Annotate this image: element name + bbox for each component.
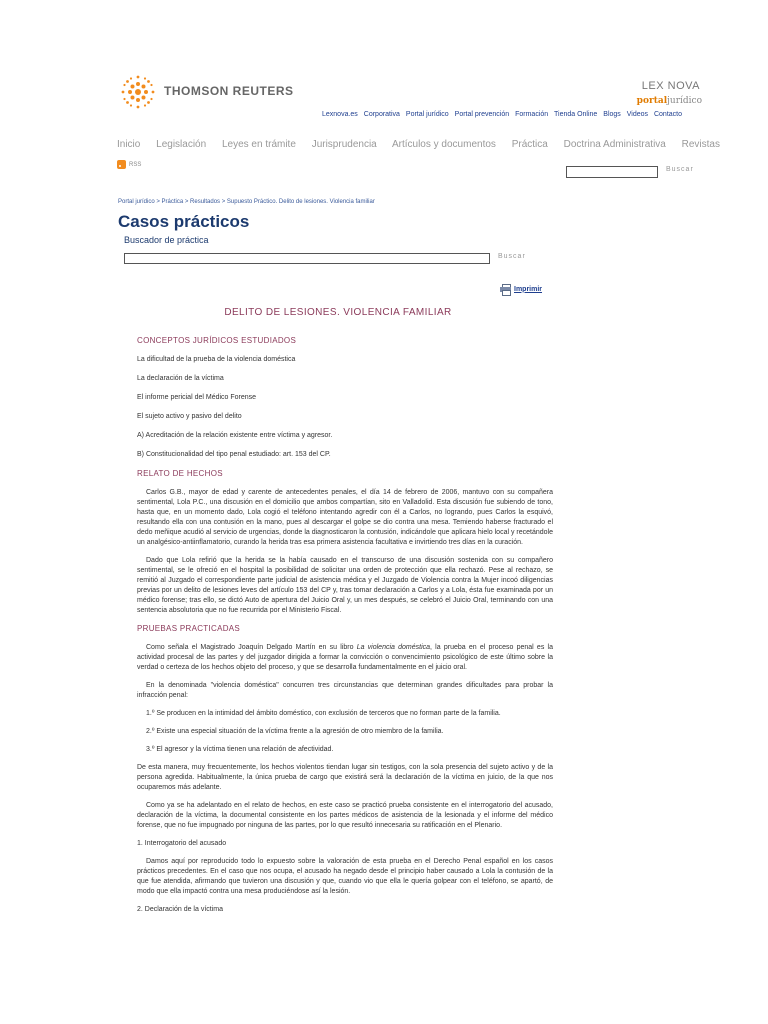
top-link-blogs[interactable]: Blogs — [603, 111, 621, 118]
rss-link[interactable] — [117, 160, 141, 169]
nav-jurisprudencia[interactable]: Jurisprudencia — [311, 139, 377, 150]
concept-item: A) Acreditación de la relación existente entre víctima y agresor. — [137, 432, 333, 439]
pruebas-paragraph: 3.º El agresor y la víctima tienen una relación de afectividad. — [146, 746, 334, 753]
thomson-reuters-logo-icon — [118, 72, 158, 112]
portal-brand-part2: jurídico — [667, 96, 702, 106]
rss-icon — [117, 160, 126, 169]
page-subtitle: Buscador de práctica — [124, 235, 209, 245]
pruebas-paragraph — [137, 643, 553, 673]
nav-legislacion[interactable]: Legislación — [156, 139, 207, 150]
breadcrumb[interactable]: Portal jurídico > Práctica > Resultados > Supuesto Práctico. Delito de lesiones. Violencia familiar — [118, 199, 375, 205]
concept-item: La dificultad de la prueba de la violencia doméstica — [137, 356, 296, 363]
book-title: La violencia doméstica — [356, 644, 431, 651]
print-label: Imprimir — [514, 285, 543, 293]
nav-doctrina[interactable]: Doctrina Administrativa — [563, 139, 666, 150]
pruebas-paragraph: Damos aquí por reproducido todo lo expuesto sobre la valoración de esta prueba en el Derecho Penal español en los casos prácticos precedentes. En el caso que nos ocupa, el acusado ha negado desde el principio haber causado a Lola la contusión de la que fue atendida, afirmando que tuvieron una discusión y que, cuando vio que ella le quería golpear con el teléfono, se apartó, de modo que ella impactó contra una mesa produciéndose así la lesión. — [137, 858, 553, 895]
lex-nova-logo[interactable]: LEX NOVA — [641, 80, 700, 92]
top-link-corporativa[interactable]: Corporativa — [363, 111, 400, 118]
printer-icon — [500, 284, 511, 294]
top-link-portal-prevencion[interactable]: Portal prevención — [454, 111, 510, 118]
print-link[interactable] — [500, 284, 542, 294]
concept-item: El informe pericial del Médico Forense — [137, 394, 257, 401]
document-body — [137, 336, 553, 923]
practice-search-button[interactable]: Buscar — [498, 253, 526, 260]
relato-paragraph: Carlos G.B., mayor de edad y carente de antecedentes penales, el día 14 de febrero de 2006, mantuvo con su compañera sentimental, Lola P.C., una discusión en el domicilio que ambos compartían, sito en Valladolid. Esta discusión fue subiendo de tono, hasta que, en un momento dado, Lola cogió el teléfono intentando agredir con él a Carlos, no logrando, pues Carlos la esquivó, resultando ella con una contusión en la mano, pues al descargar el golpe se dio contra una mesa. Temiendo haberse fracturado el dedo meñique acudió al servicio de urgencias, donde la diagnosticaron la contusión, indicándole que aplicara hielo local y recetándole un analgésico-antiinflamatorio, curando la herida tras esa primera asistencia facultativa e invirtiendo tres días en la curación. — [137, 489, 553, 546]
subheading-declaracion: 2. Declaración de la víctima — [137, 906, 223, 913]
pruebas-paragraph: 2.º Existe una especial situación de la víctima frente a la agresión de otro miembro de la familia. — [146, 728, 444, 735]
top-links — [322, 111, 686, 118]
concept-item: B) Constitucionalidad del tipo penal estudiado: art. 153 del CP. — [137, 451, 331, 458]
portal-juridico-logo[interactable] — [637, 96, 702, 106]
pruebas-paragraph: De esta manera, muy frecuentemente, los hechos violentos tiendan lugar sin testigos, con la sola presencia del sujeto activo y de la persona agredida. Habitualmente, la única prueba de cargo que existirá será la declaración de la víctima en juicio, de la que nos ocuparemos más adelante. — [137, 764, 553, 791]
nav-leyes-en-tramite[interactable]: Leyes en trámite — [221, 139, 296, 150]
nav-inicio[interactable]: Inicio — [117, 139, 141, 150]
main-nav — [117, 139, 733, 150]
top-link-contacto[interactable]: Contacto — [653, 111, 683, 118]
pruebas-paragraph: En la denominada "violencia doméstica" concurren tres circunstancias que determinan grandes dificultades para probar la infracción penal: — [137, 682, 553, 699]
section-heading-conceptos: CONCEPTOS JURÍDICOS ESTUDIADOS — [137, 336, 297, 345]
concept-item: La declaración de la víctima — [137, 375, 224, 382]
subheading-interrogatorio: 1. Interrogatorio del acusado — [137, 840, 227, 847]
top-link-tienda-online[interactable]: Tienda Online — [554, 111, 598, 118]
concept-item: El sujeto activo y pasivo del delito — [137, 413, 242, 420]
top-link-lexnova[interactable]: Lexnova.es — [322, 111, 358, 118]
top-link-formacion[interactable]: Formación — [515, 111, 549, 118]
top-link-portal-juridico[interactable]: Portal jurídico — [405, 111, 449, 118]
pruebas-p1-after: , la prueba en el proceso penal es la actividad procesal de las partes y del juzgador dirigida a formar la convicción o convencimiento psicológico de este último sobre la verdad o certeza de los hechos objeto del proceso, y que se desarrolla fundamentalmente en el juicio oral. — [137, 644, 553, 671]
nav-practica[interactable]: Práctica — [511, 139, 548, 150]
nav-articulos[interactable]: Artículos y documentos — [391, 139, 496, 150]
section-heading-pruebas: PRUEBAS PRACTICADAS — [137, 624, 241, 633]
rss-label: RSS — [129, 161, 142, 168]
pruebas-p1-before: Como señala el Magistrado Joaquín Delgado Martín en su libro — [146, 644, 357, 651]
brand-name: THOMSON REUTERS — [164, 84, 294, 98]
document-title: DELITO DE LESIONES. VIOLENCIA FAMILIAR — [224, 307, 452, 318]
nav-revistas[interactable]: Revistas — [681, 139, 720, 150]
top-search-input[interactable] — [566, 166, 658, 178]
pruebas-paragraph: Como ya se ha adelantado en el relato de hechos, en este caso se practicó prueba consistente en el interrogatorio del acusado, declaración de la víctima, la documental consistente en los partes médicos de asistencia de la lesionada y el informe del médico forense, que no fue impugnado por ninguna de las partes, por lo que resultó innecesaria su ratificación en el Plenario. — [137, 802, 553, 829]
relato-paragraph: Dado que Lola refirió que la herida se la había causado en el transcurso de una discusión sostenida con su compañero sentimental, se le ofreció en el hospital la posibilidad de solicitar una orden de protección que ella rechazó. Pese al rechazo, se remitió al Juzgado el correspondiente parte judicial de asistencia médica y el Juzgado de Violencia contra la Mujer incoó diligencias previas por un delito de lesiones leves del artículo 153 del CP y, tras tomar declaración a Carlos y a Lola, ésta fue examinada por un médico forense; tras ello, se dictó Auto de apertura del Juicio Oral y, un mes después, se celebró el Juicio Oral, terminando con una sentencia absolutoria que no fue recurrida por el Ministerio Fiscal. — [137, 557, 553, 614]
practice-search-input[interactable] — [124, 253, 490, 264]
top-search-button[interactable]: Buscar — [666, 166, 694, 173]
page-title: Casos prácticos — [118, 212, 250, 231]
top-link-videos[interactable]: Videos — [626, 111, 649, 118]
portal-brand-part1: portal — [636, 96, 668, 106]
section-heading-relato: RELATO DE HECHOS — [137, 469, 223, 478]
pruebas-paragraph: 1.º Se producen en la intimidad del ámbito doméstico, con exclusión de terceros que no forman parte de la familia. — [146, 710, 501, 717]
